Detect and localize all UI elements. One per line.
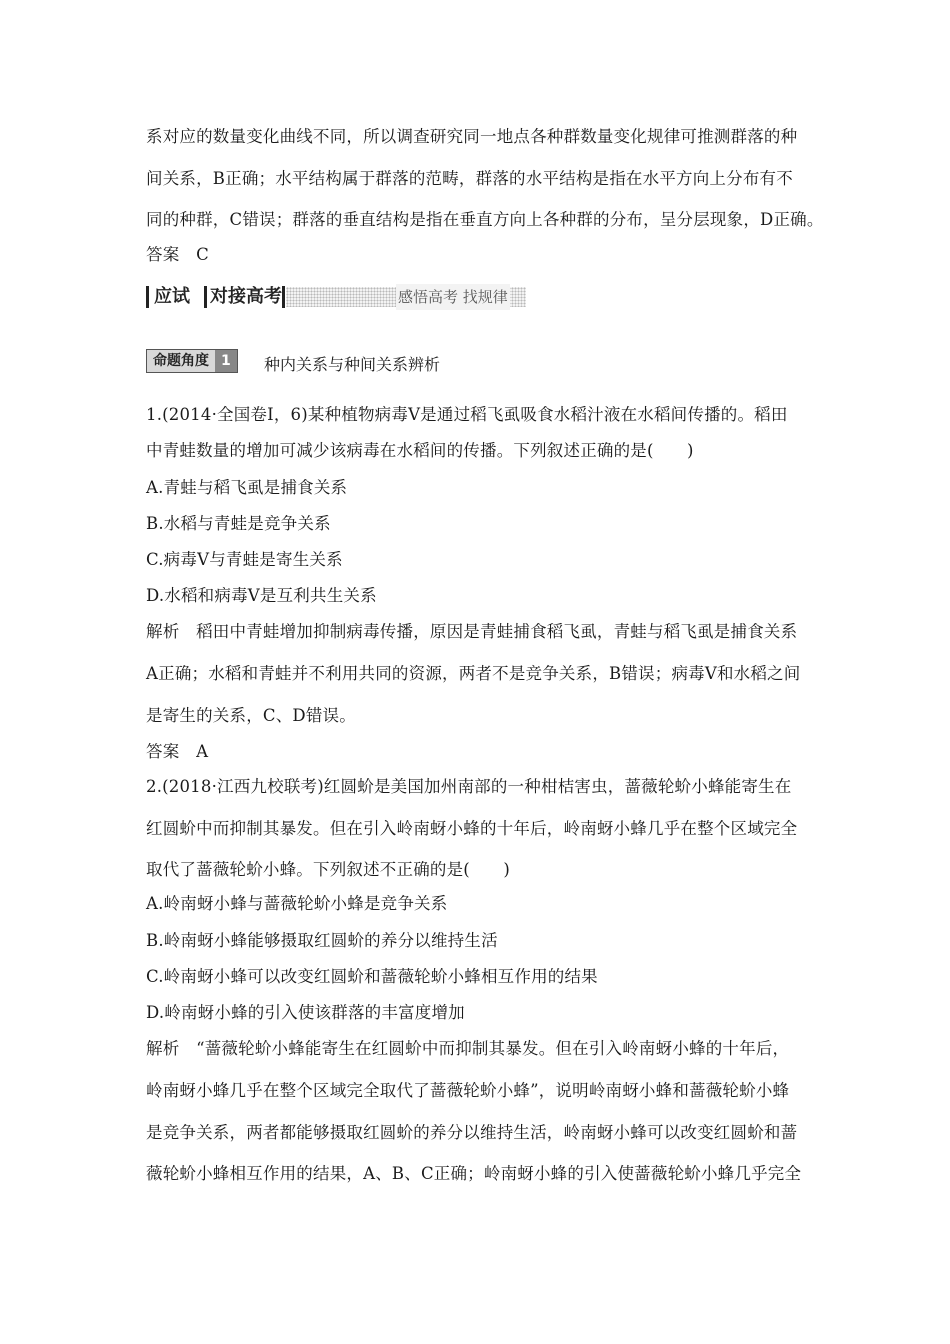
option-a: A.青蛙与稻飞虱是捕食关系 (146, 478, 348, 497)
analysis-line: 是竞争关系，两者都能够摄取红圆蚧的养分以维持生活，岭南蚜小蜂可以改变红圆蚧和蔷 (146, 1123, 798, 1142)
answer-line: 答案 A (146, 742, 209, 761)
option-d: D.水稻和病毒V是互利共生关系 (146, 586, 377, 605)
analysis-line: 岭南蚜小蜂几乎在整个区域完全取代了蔷薇轮蚧小蜂”，说明岭南蚜小蜂和蔷薇轮蚧小蜂 (146, 1081, 790, 1100)
analysis-line: 是寄生的关系，C、D错误。 (146, 706, 356, 725)
angle-title: 种内关系与种间关系辨析 (264, 355, 441, 374)
question-stem-line: 中青蛙数量的增加可减少该病毒在水稻间的传播。下列叙述正确的是( ) (146, 441, 694, 460)
section-banner (146, 284, 526, 310)
analysis-line: 解析 稻田中青蛙增加抑制病毒传播，原因是青蛙捕食稻飞虱，青蛙与稻飞虱是捕食关系 (146, 622, 798, 641)
banner-divider (204, 286, 207, 308)
paragraph-line: 系对应的数量变化曲线不同，所以调查研究同一地点各种群数量变化规律可推测群落的种 (146, 127, 798, 146)
question-stem-line: 取代了蔷薇轮蚧小蜂。下列叙述不正确的是( ) (146, 860, 510, 879)
answer-line: 答案 C (146, 245, 209, 264)
option-d: D.岭南蚜小蜂的引入使该群落的丰富度增加 (146, 1003, 465, 1022)
option-b: B.水稻与青蛙是竞争关系 (146, 514, 331, 533)
angle-tag (146, 349, 238, 373)
banner-divider (282, 286, 285, 308)
banner-subtitle: 感悟高考 找规律 (396, 284, 510, 310)
banner-title-part1: 应试 (154, 286, 190, 307)
option-c: C.病毒V与青蛙是寄生关系 (146, 550, 343, 569)
banner-title-part2: 对接高考 (210, 286, 282, 307)
option-a: A.岭南蚜小蜂与蔷薇轮蚧小蜂是竞争关系 (146, 894, 448, 913)
angle-tag-number: 1 (215, 350, 237, 372)
question-stem-line: 红圆蚧中而抑制其暴发。但在引入岭南蚜小蜂的十年后，岭南蚜小蜂几乎在整个区域完全 (146, 819, 798, 838)
banner-divider (146, 286, 149, 308)
paragraph-line: 同的种群，C错误；群落的垂直结构是指在垂直方向上各种群的分布，呈分层现象，D正确。 (146, 210, 824, 229)
angle-tag-label: 命题角度 (147, 350, 215, 372)
option-b: B.岭南蚜小蜂能够摄取红圆蚧的养分以维持生活 (146, 931, 498, 950)
analysis-line: A正确；水稻和青蛙并不利用共同的资源，两者不是竞争关系，B错误；病毒V和水稻之间 (146, 664, 801, 683)
question-stem-line: 1.(2014·全国卷Ⅰ，6)某种植物病毒V是通过稻飞虱吸食水稻汁液在水稻间传播的。稻田 (146, 405, 788, 424)
analysis-line: 薇轮蚧小蜂相互作用的结果，A、B、C正确；岭南蚜小蜂的引入使蔷薇轮蚧小蜂几乎完全 (146, 1164, 802, 1183)
question-stem-line: 2.(2018·江西九校联考)红圆蚧是美国加州南部的一种柑桔害虫，蔷薇轮蚧小蜂能寄生在 (146, 777, 792, 796)
option-c: C.岭南蚜小蜂可以改变红圆蚧和蔷薇轮蚧小蜂相互作用的结果 (146, 967, 598, 986)
paragraph-line: 间关系，B正确；水平结构属于群落的范畴，群落的水平结构是指在水平方向上分布有不 (146, 169, 793, 188)
analysis-line: 解析 “蔷薇轮蚧小蜂能寄生在红圆蚧中而抑制其暴发。但在引入岭南蚜小蜂的十年后， (146, 1039, 790, 1058)
